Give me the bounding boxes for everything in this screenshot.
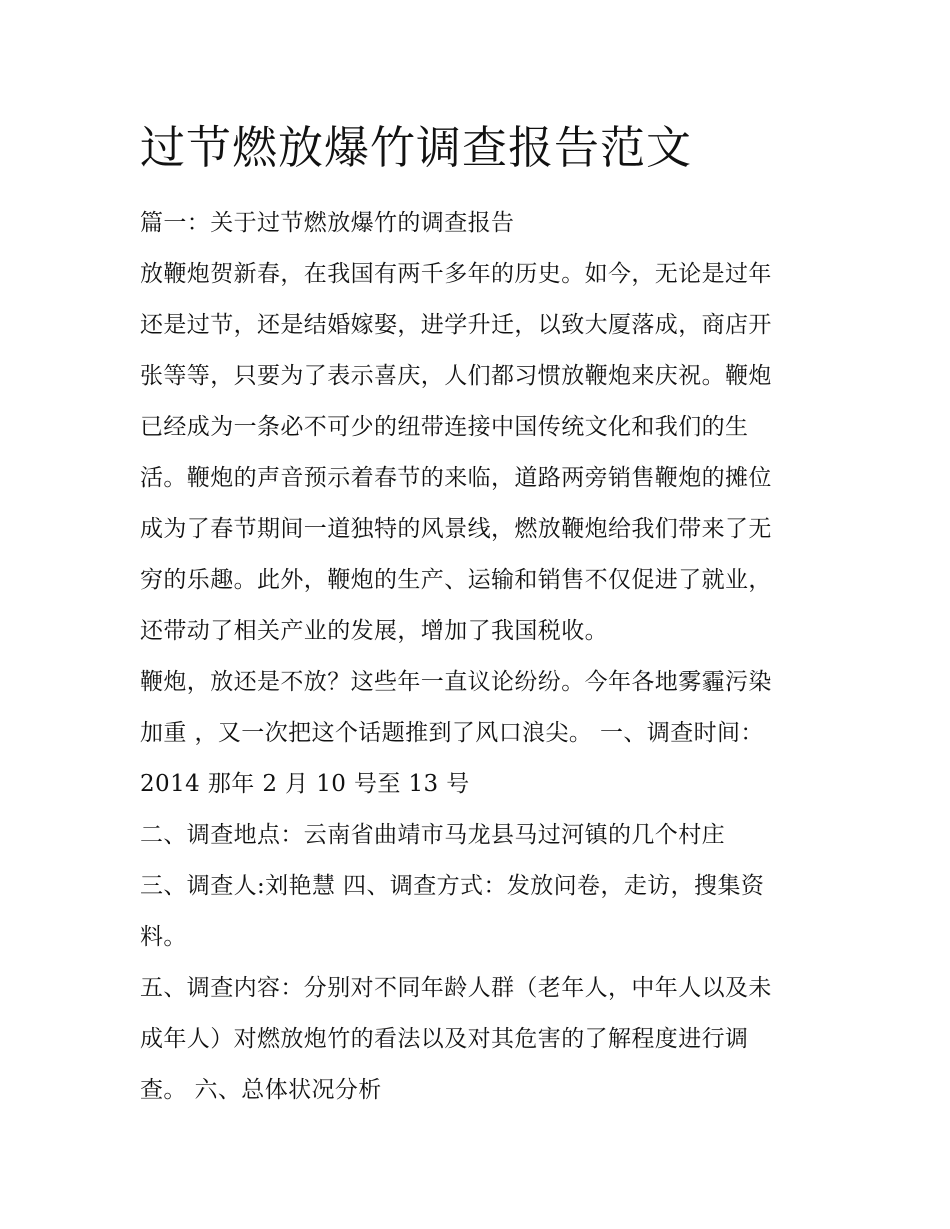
text-line: 五、调查内容：分别对不同年龄人群（老年人，中年人以及未 [140, 975, 772, 1001]
text-line: 查。 六、总体状况分析 [140, 1077, 382, 1103]
text-line: 加重 ，又一次把这个话题推到了风口浪尖。 一、调查时间： [140, 720, 764, 746]
text-line: 二、调查地点：云南省曲靖市马龙县马过河镇的几个村庄 [140, 822, 725, 848]
text-line: 鞭炮，放还是不放？这些年一直议论纷纷。今年各地雾霾污染 [140, 669, 772, 695]
text-line: 已经成为一条必不可少的纽带连接中国传统文化和我们的生 [140, 414, 749, 440]
text-line: 活。鞭炮的声音预示着春节的来临，道路两旁销售鞭炮的摊位 [140, 465, 772, 491]
text-line: 三、调查人:刘艳慧 四、调查方式：发放问卷，走访，搜集资 [140, 873, 765, 899]
document-title: 过节燃放爆竹调查报告范文 [140, 121, 693, 174]
text-line: 篇一：关于过节燃放爆竹的调查报告 [140, 210, 515, 236]
text-line: 成为了春节期间一道独特的风景线，燃放鞭炮给我们带来了无 [140, 516, 772, 542]
text-line: 还带动了相关产业的发展，增加了我国税收。 [140, 618, 608, 644]
text-line: 放鞭炮贺新春，在我国有两千多年的历史。如今，无论是过年 [140, 261, 772, 287]
text-line: 还是过节，还是结婚嫁娶，进学升迁，以致大厦落成，商店开 [140, 312, 772, 338]
text-line: 2014 那年 2 月 10 号至 13 号 [140, 771, 470, 797]
document-body [140, 203, 820, 1121]
text-line: 成年人）对燃放炮竹的看法以及对其危害的了解程度进行调 [140, 1026, 749, 1052]
text-line: 料。 [140, 924, 187, 950]
text-line: 穷的乐趣。此外，鞭炮的生产、运输和销售不仅促进了就业， [140, 567, 772, 593]
text-line: 张等等，只要为了表示喜庆，人们都习惯放鞭炮来庆祝。鞭炮 [140, 363, 772, 389]
